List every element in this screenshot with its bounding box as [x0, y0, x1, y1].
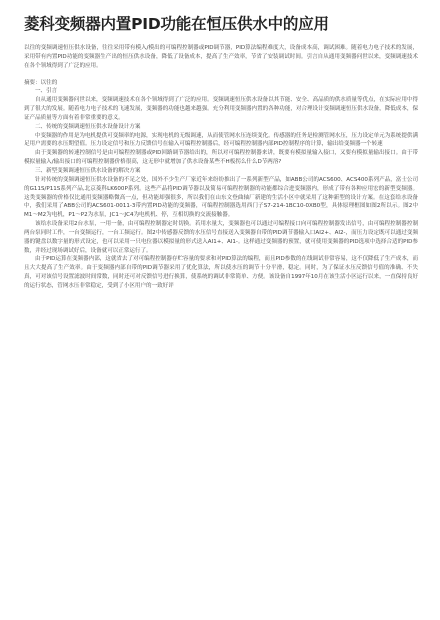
section2-paragraph-1: 中变频器的作用是为电机提供可变频率的电源，实现电机的无级调速，从而使管网水压连续变化。传感器的任务是检测管网水压，压力设定单元为系统提供满足用户需要的水压期望值。压力设定信号和压力反馈信号在输入可编程控制器后，经可编程控制器内部PID控制程序的计算，输出给变频器一个转速	[24, 132, 418, 148]
section1-heading: 一、引言	[35, 88, 58, 95]
section3-paragraph-2: 该给水设备采用2台水泵，一用一备，由可编程控制器定时切换。若用水量大，变频器也可以通过可编程接口向可编程控制器发出信号，由可编程控制器控制两台泵同时工作，一台变频运行，一台工频运行。图2中传感器反馈的水压信号直接送入变频器自带的PID调节器输入口AI2+、AI2-，而压力设定既可以通过变频器的键盘以数字量的形式设定，也可以采用一只电位器以模拟量的形式送入AI1+、AI1-。这样通过变频器的预置，就可使用变频器的PID选项中选择合适的PID参数，并经过现场调试好后，设备就可以正常运行了。	[24, 221, 418, 254]
abstract-label: 摘要：以往的	[24, 79, 58, 86]
section3-heading: 三、新型变频调速恒压供水设备的解决方案	[35, 167, 141, 174]
intro-paragraph: 以往的变频调速恒压供水设备，往往采用带有模入/模出的可编程控制器或PID调节器，PID算法编程难度大，设备成本高，调试困难。随着电力电子技术的发展，采用带有内置PID功能的变频器生产出的恒压供水设备，降低了设备成本，提高了生产效率，节省了安装调试时间。引言自从通用变频器问世以来，变频调速技术在各个领域得到了广泛的应用。	[24, 45, 418, 69]
section1-paragraph-1: 自从通用变频器问世以来，变频调速技术在各个领域得到了广泛的应用。变频调速恒压供水设备以其节能、安全、高品质的供水质量等优点，在实际应用中得到了很大的发展。随着电力电子技术的飞速发展，变频器的功能也越来越强。充分利用变频器内置的各种功能，对合理设计变频调速恒压供水设备，降低成本，保证产品质量等方面有着非常重要的意义。	[24, 97, 418, 121]
document-body	[24, 44, 418, 291]
paragraph-gap	[24, 71, 418, 79]
section3-paragraph-3: 由于PID运算在变频器内部，这就省去了对可编程控制器存贮容量的要求和对PID算法的编程，而且PID参数的在线调试非常容易，这不仅降低了生产成本，而且大大提高了生产效率。由于变频器内部自带的PID调节器采用了优化算法，所以使水压的调节十分平滑，稳定。同时，为了保证水压反馈信号值的准确、不失真，可对该信号设置滤波时间常数，同时还可对反馈信号进行换算，使系统的调试非常简单、方便。该设备自1997年10月在该生活小区运行以来，一直保持良好的运行状态，管网水压非常稳定，受到了小区用户的一致好评	[24, 256, 418, 289]
section2-heading: 二、传统的变频调速恒压供水设备设计方案	[35, 123, 141, 130]
section2-paragraph-2: 由于变频器的转速控制信号是由可编程控制器或PID回路调节器给出的，所以对可编程控制器来讲，既要有模拟量输入接口，又要有模拟量输出接口。由于带模拟量输入/输出接口的可编程控制器价格很高，这无形中就增加了供水设备某些不H板拐么什么D节两溶?	[24, 150, 418, 166]
section3-paragraph-1: 针对传统的变频调速恒压供水设备的不足之处，国外不少生产厂家近年来纷纷推出了一系列新型产品，如ABB公司的ACS600、ACS400系列产品，富士公司的G11S/P11S系列产品,北京菱科LK600P系列。这些产品将PID调节器以及简易可编程控制器的功能都综合进变频器内，形成了带有各种应用宏的新型变频器。这类变频器的价格仅比通用变频器略微高一点，但功能却强很多，所以我们在山东文登曲轴厂新建的生活小区中就采用了这种新型的设计方案。在这套给水设备中，我们采用了ABB公司的ACS601-0011-3带内置PID功能的变频器，可编程控制器选用西门子S7-214-1BC10-0XB0型，具体原理框图如图2所以示。图2中M1～M2为电机，P1～P2为水泵，JC1～JC4为电机机、停，互相切换的交流接触器。	[24, 176, 418, 219]
page-title: 菱科变频器内置PID功能在恒压供水中的应用	[24, 15, 329, 33]
